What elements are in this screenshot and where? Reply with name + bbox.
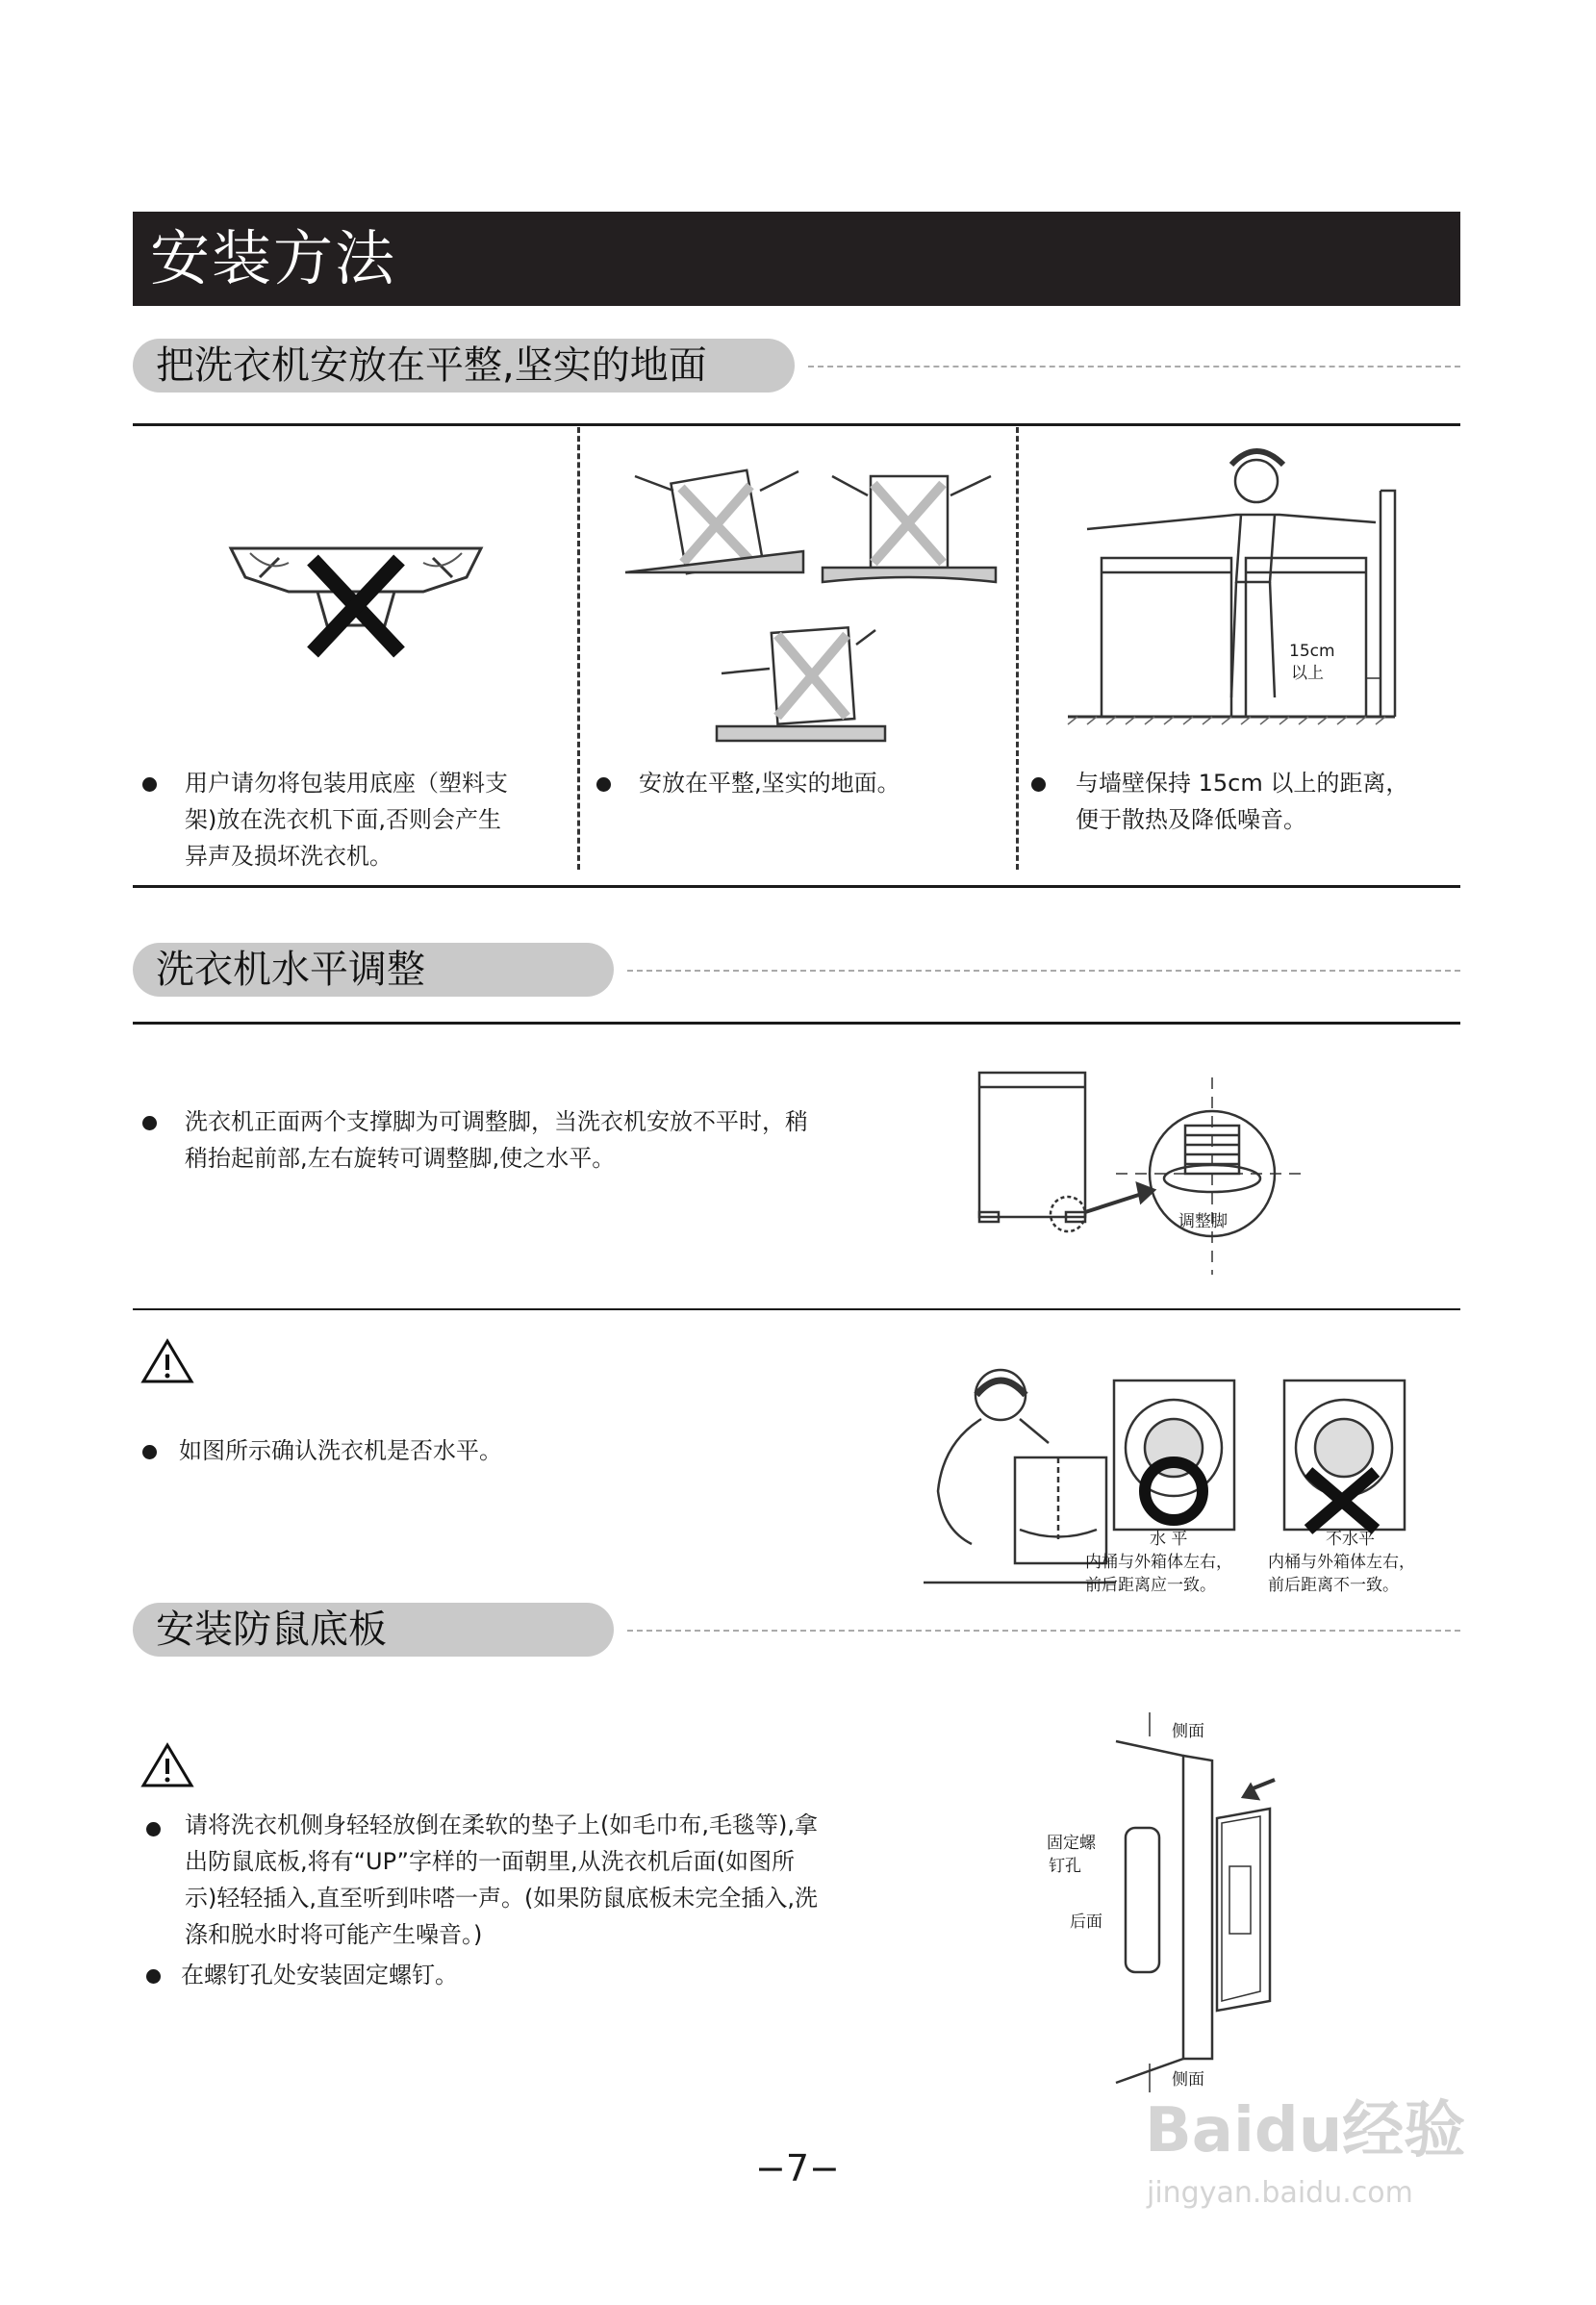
bullet [142, 777, 157, 792]
clearance-label-15cm: 15cm [1289, 642, 1335, 661]
wall-clearance-illustration [1068, 438, 1443, 736]
section-heading-level-ground [133, 339, 795, 393]
page-title-bar [133, 212, 1460, 306]
section-heading-text: 洗衣机水平调整 [156, 948, 425, 992]
col1-line: 用户请勿将包装用底座（塑料支 [185, 770, 508, 797]
heading-dash-line [627, 970, 1460, 972]
level-title: 水 平 [1150, 1530, 1188, 1549]
rodent-plate-text [185, 1807, 916, 1953]
col3-line: 与墙壁保持 15cm 以上的距离， [1076, 770, 1409, 797]
col1-text [185, 765, 570, 874]
adjustable-foot-illustration [972, 1068, 1318, 1279]
leveling-line: 稍抬起前部,左右旋转可调整脚,使之水平。 [185, 1145, 616, 1172]
adjust-foot-label: 调整脚 [1178, 1212, 1228, 1231]
label-side-bottom: 侧面 [1172, 2070, 1204, 2090]
col2-text: 安放在平整,坚实的地面。 [639, 770, 900, 797]
label-back: 后面 [1070, 1912, 1102, 1932]
notlevel-line: 内桶与外箱体左右， [1268, 1553, 1415, 1572]
label-screw-hole-2: 钉孔 [1049, 1857, 1081, 1876]
rodent-line: 涤和脱水时将可能产生噪音。) [185, 1921, 483, 1948]
section2-bottom-rule [133, 1308, 1460, 1310]
col1-line: 异声及损坏洗衣机。 [185, 843, 393, 870]
uneven-ground-illustration [616, 438, 1010, 755]
heading-dash-line [808, 366, 1460, 367]
bullet [146, 1822, 161, 1836]
section2-top-rule [133, 1022, 1460, 1025]
heading-dash-line [627, 1630, 1460, 1632]
page-title: 安装方法 [150, 223, 397, 293]
notlevel-line: 前后距离不一致。 [1268, 1576, 1399, 1595]
rodent-line: 出防鼠底板,将有“UP”字样的一面朝里,从洗衣机后面(如图所 [185, 1848, 795, 1875]
rodent-line: 示)轻轻插入,直至听到咔嗒一声。(如果防鼠底板未完全插入,洗 [185, 1885, 818, 1912]
leveling-line: 洗衣机正面两个支撑脚为可调整脚，当洗衣机安放不平时，稍 [185, 1108, 808, 1135]
bullet [146, 1969, 161, 1984]
watermark-url: jingyan.baidu.com [1147, 2176, 1413, 2210]
col1-line: 架)放在洗衣机下面,否则会产生 [185, 806, 501, 833]
leveling-text [185, 1103, 916, 1177]
label-screw-hole-1: 固定螺 [1047, 1834, 1096, 1853]
bullet [596, 777, 611, 792]
bullet [142, 1116, 157, 1130]
bullet [142, 1445, 157, 1459]
col3-line: 便于散热及降低噪音。 [1076, 806, 1306, 833]
col3-text [1076, 765, 1460, 838]
column-divider-1 [577, 427, 580, 870]
page-number: −7− [755, 2147, 840, 2190]
check-level-text: 如图所示确认洗衣机是否水平。 [179, 1437, 502, 1464]
section-heading-rodent-plate [133, 1603, 614, 1657]
level-line: 内桶与外箱体左右， [1085, 1553, 1232, 1572]
screw-text: 在螺钉孔处安装固定螺钉。 [181, 1962, 458, 1988]
notlevel-desc [1268, 1551, 1415, 1597]
section-heading-text: 安装防鼠底板 [156, 1608, 387, 1652]
rodent-plate-illustration [1106, 1712, 1337, 2097]
rodent-line: 请将洗衣机侧身轻轻放倒在柔软的垫子上(如毛巾布,毛毯等),拿 [185, 1811, 818, 1838]
packaging-base-illustration [221, 539, 491, 664]
notlevel-title: 不水平 [1326, 1530, 1375, 1549]
level-line: 前后距离应一致。 [1085, 1576, 1216, 1595]
section-heading-text: 把洗衣机安放在平整,坚实的地面 [156, 343, 707, 388]
section-heading-leveling [133, 943, 614, 997]
column-divider-2 [1016, 427, 1019, 870]
section1-bottom-rule [133, 885, 1460, 888]
warning-icon [140, 1741, 194, 1789]
section1-top-rule [133, 423, 1460, 426]
clearance-label-above: 以上 [1291, 664, 1324, 683]
bullet [1031, 777, 1046, 792]
warning-icon [140, 1337, 194, 1385]
watermark-brand: Baidu经验 [1145, 2095, 1466, 2166]
level-desc [1085, 1551, 1232, 1597]
label-side-top: 侧面 [1172, 1722, 1204, 1741]
